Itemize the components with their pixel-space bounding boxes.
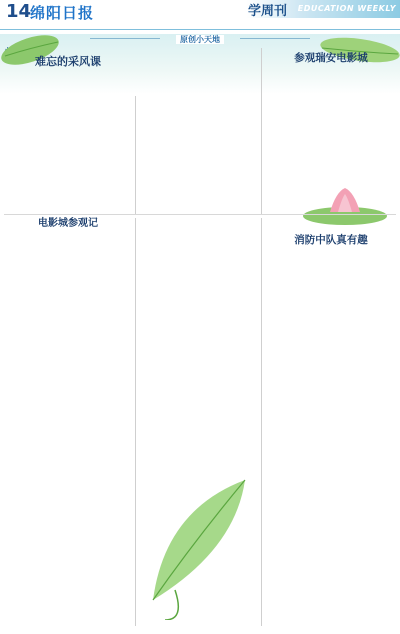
article-caifeng-continued [140,60,258,64]
column-divider [135,96,136,214]
article-title: 消防中队真有趣 [294,234,368,246]
article-title: 参观瑞安电影城 [294,52,368,64]
page-number: 14 [6,1,32,22]
column-divider [135,218,136,626]
banner-title-text: 原创小天地 [176,35,224,44]
section-brand-english: EDUCATION WEEKLY [297,4,396,13]
article-film-city-visit [4,218,132,234]
column-divider [261,218,262,626]
article-film-city-visit-continued [140,218,258,222]
article-ruian-film-city [266,52,396,68]
article-title: 电影城参观记 [38,218,98,229]
column-divider [261,48,262,214]
article-caifeng [4,56,132,73]
newspaper-masthead: 绵阳日报 [30,4,95,22]
article-fire-brigade [266,234,396,250]
section-divider [4,214,396,215]
lotus-illustration [300,178,390,228]
lotus-leaf-illustration [145,470,255,620]
article-title: 难忘的采风课 [35,55,101,68]
section-brand-title: 学周刊 [248,4,288,19]
